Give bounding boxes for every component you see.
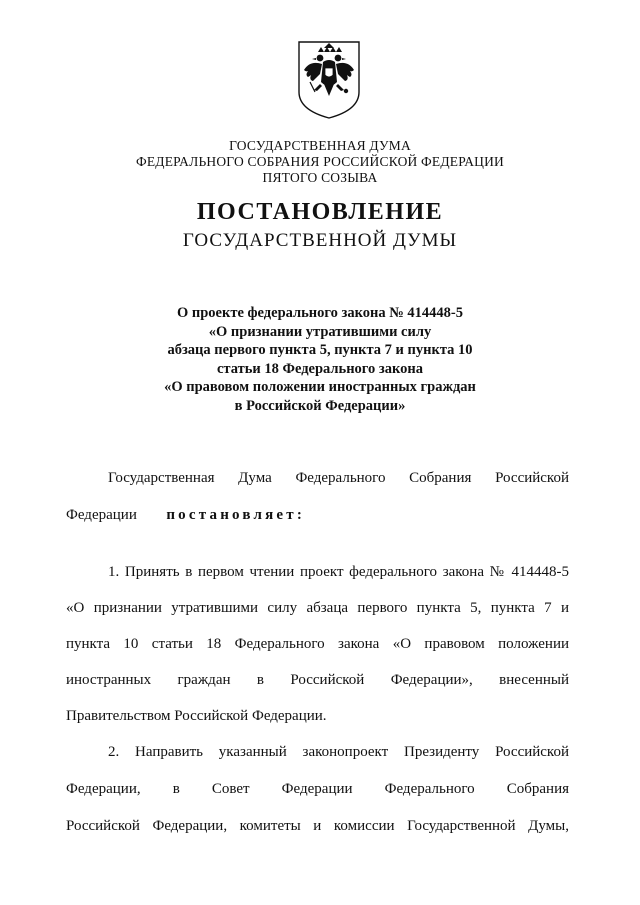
paragraph-1-line: Правительством Российской Федерации.: [66, 708, 327, 724]
paragraph-1-line: иностранных граждан в Российской Федерации», внесенный: [66, 672, 569, 688]
paragraph-1-line: «О признании утратившими силу абзаца первого пункта 5, пункта 7 и: [66, 600, 569, 616]
preamble-line: Государственная Дума Федерального Собрания Российской: [108, 470, 569, 486]
subject-block: [0, 304, 640, 415]
paragraph-2-line: Федерации, в Совет Федерации Федерального Собрания: [66, 781, 569, 797]
subject-line: статьи 18 Федерального закона: [216, 360, 424, 377]
paragraph-1-line: пункта 10 статьи 18 Федерального закона «О правовом положении: [66, 636, 569, 652]
header-line-duma: ГОСУДАРСТВЕННАЯ ДУМА: [229, 138, 411, 153]
subject-line: «О правовом положении иностранных граждан: [164, 379, 476, 395]
document-title: ПОСТАНОВЛЕНИЕ: [196, 199, 444, 225]
subject-line: абзаца первого пункта 5, пункта 7 и пункта 10: [167, 342, 473, 358]
document-subtitle: ГОСУДАРСТВЕННОЙ ДУМЫ: [182, 230, 458, 251]
paragraph-2-line: 2. Направить указанный законопроект Президенту Российской: [108, 744, 569, 760]
preamble-word: Федерации: [66, 507, 137, 523]
paragraph-2-line: Российской Федерации, комитеты и комиссии Государственной Думы,: [66, 818, 569, 834]
subject-line: в Российской Федерации»: [234, 397, 406, 414]
header-line-convocation: ПЯТОГО СОЗЫВА: [262, 170, 378, 185]
header-line-assembly: ФЕДЕРАЛЬНОГО СОБРАНИЯ РОССИЙСКОЙ ФЕДЕРАЦИИ: [136, 154, 504, 169]
preamble-line: [66, 505, 305, 525]
subject-line: О проекте федерального закона № 414448-5: [176, 305, 464, 321]
resolves-keyword: постановляет:: [166, 507, 306, 523]
coat-of-arms-icon: [296, 40, 362, 120]
paragraph-1-line: 1. Принять в первом чтении проект федерального закона № 414448-5: [108, 564, 569, 580]
subject-line: «О признании утратившими силу: [208, 323, 432, 340]
